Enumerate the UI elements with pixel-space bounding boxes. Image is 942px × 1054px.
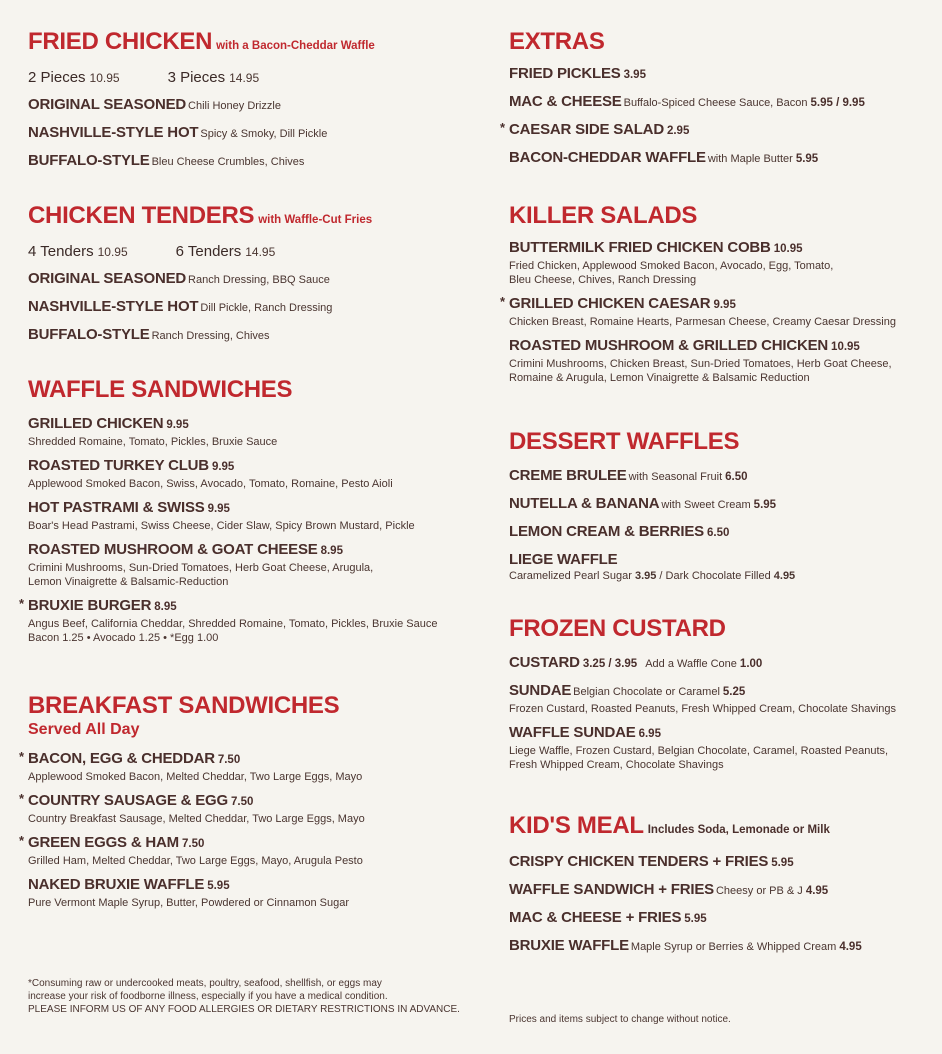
asterisk-mark: *	[500, 294, 506, 309]
size-options: 4 Tenders 10.95 6 Tenders 14.95	[28, 243, 276, 260]
menu-item: * GREEN EGGS & HAM 7.50 Grilled Ham, Melted Cheddar, Two Large Eggs, Mayo, Arugula Pesto	[19, 833, 363, 867]
menu-item: * COUNTRY SAUSAGE & EGG 7.50 Country Breakfast Sausage, Melted Cheddar, Two Large Eggs, Mayo	[19, 791, 365, 825]
menu-item: ROASTED TURKEY CLUB 9.95 Applewood Smoked Bacon, Swiss, Avocado, Tomato, Romaine, Pesto Aioli	[28, 457, 393, 490]
menu-item: CRISPY CHICKEN TENDERS + FRIES 5.95	[509, 853, 794, 870]
menu-item: * GRILLED CHICKEN CAESAR 9.95 Chicken Breast, Romaine Hearts, Parmesan Cheese, Creamy Caesar Dressing	[500, 294, 896, 328]
kids-meal-section	[509, 812, 924, 957]
menu-item: ORIGINAL SEASONED Chili Honey Drizzle	[28, 96, 281, 113]
allergy-footnote: *Consuming raw or undercooked meats, poultry, seafood, shellfish, or eggs may increase your risk of foodborne illness, especially if you have a medical condition. PLEASE INFORM US OF ANY FOOD ALLERGIES OR DIETARY RESTRICTIONS IN ADVANCE.	[28, 978, 460, 1015]
menu-item: WAFFLE SUNDAE 6.95 Liege Waffle, Frozen Custard, Belgian Chocolate, Caramel, Roasted Peanuts, Fresh Whipped Cream, Chocolate Shavings	[509, 724, 889, 771]
asterisk-mark: *	[500, 120, 506, 135]
frozen-custard-section	[509, 615, 924, 772]
menu-item: HOT PASTRAMI & SWISS 9.95 Boar's Head Pastrami, Swiss Cheese, Cider Slaw, Spicy Brown Mustard, Pickle	[28, 499, 415, 532]
section-subtitle: Includes Soda, Lemonade or Milk	[647, 824, 830, 836]
extras-section	[500, 28, 924, 169]
menu-item: ORIGINAL SEASONED Ranch Dressing, BBQ Sauce	[28, 270, 330, 287]
menu-item: FRIED PICKLES 3.95	[509, 65, 646, 82]
menu-item: * CAESAR SIDE SALAD 2.95	[500, 120, 690, 138]
section-title: DESSERT WAFFLES	[509, 428, 740, 455]
menu-item: MAC & CHEESE + FRIES 5.95	[509, 909, 707, 926]
menu-item: BRUXIE WAFFLE Maple Syrup or Berries & Whipped Cream 4.95	[509, 937, 862, 954]
section-title: FROZEN CUSTARD	[509, 615, 726, 642]
fried-chicken-section	[28, 28, 468, 172]
waffle-sandwiches-section	[19, 376, 468, 645]
menu-item: NASHVILLE-STYLE HOT Spicy & Smoky, Dill Pickle	[28, 124, 328, 141]
menu-item: BACON-CHEDDAR WAFFLE with Maple Butter 5.95	[509, 149, 819, 166]
menu-item: BUTTERMILK FRIED CHICKEN COBB 10.95 Fried Chicken, Applewood Smoked Bacon, Avocado, Egg, Tomato, Bleu Cheese, Chives, Ranch Dressing	[509, 239, 834, 286]
menu-item: ROASTED MUSHROOM & GRILLED CHICKEN 10.95 Crimini Mushrooms, Chicken Breast, Sun-Dried Tomatoes, Herb Goat Cheese, Romaine & Arugula, Lemon Vinaigrette & Balsamic Reduction	[509, 337, 892, 384]
menu-item: ROASTED MUSHROOM & GOAT CHEESE 8.95 Crimini Mushrooms, Sun-Dried Tomatoes, Herb Goat Cheese, Arugula, Lemon Vinaigrette & Balsamic-Reduction	[28, 541, 374, 588]
section-title: BREAKFAST SANDWICHES	[28, 692, 340, 719]
menu-item: CREME BRULEE with Seasonal Fruit 6.50	[509, 467, 748, 484]
menu-item: * BACON, EGG & CHEDDAR 7.50 Applewood Smoked Bacon, Melted Cheddar, Two Large Eggs, Mayo	[19, 749, 363, 783]
asterisk-mark: *	[19, 749, 25, 764]
menu-item: BUFFALO-STYLE Ranch Dressing, Chives	[28, 326, 270, 343]
menu-item: CUSTARD 3.25 / 3.95 Add a Waffle Cone 1.00	[509, 654, 763, 671]
section-title: WAFFLE SANDWICHES	[28, 376, 293, 403]
section-subtitle: Served All Day	[28, 721, 140, 738]
menu-item: GRILLED CHICKEN 9.95 Shredded Romaine, Tomato, Pickles, Bruxie Sauce	[28, 415, 278, 448]
menu-item: LIEGE WAFFLE Caramelized Pearl Sugar 3.95 / Dark Chocolate Filled 4.95	[509, 551, 796, 582]
section-title: KILLER SALADS	[509, 202, 698, 229]
section-title: KID'S MEAL Includes Soda, Lemonade or Milk	[509, 812, 830, 839]
menu-item: LEMON CREAM & BERRIES 6.50	[509, 523, 730, 540]
section-title: FRIED CHICKEN with a Bacon-Cheddar Waffle	[28, 28, 375, 55]
asterisk-mark: *	[19, 596, 25, 611]
asterisk-mark: *	[19, 833, 25, 848]
section-subtitle: with Waffle-Cut Fries	[258, 214, 373, 226]
menu-item: BUFFALO-STYLE Bleu Cheese Crumbles, Chives	[28, 152, 305, 169]
size-options: 2 Pieces 10.95 3 Pieces 14.95	[28, 69, 260, 86]
price-disclaimer: Prices and items subject to change without notice.	[509, 1014, 731, 1025]
menu-item: WAFFLE SANDWICH + FRIES Cheesy or PB & J 4.95	[509, 881, 829, 898]
dessert-waffles-section	[509, 428, 924, 583]
section-title: EXTRAS	[509, 28, 605, 55]
menu-item: NUTELLA & BANANA with Sweet Cream 5.95	[509, 495, 777, 512]
menu-item: NASHVILLE-STYLE HOT Dill Pickle, Ranch Dressing	[28, 298, 333, 315]
menu-item: SUNDAE Belgian Chocolate or Caramel 5.25 Frozen Custard, Roasted Peanuts, Fresh Whipped Cream, Chocolate Shavings	[509, 682, 897, 715]
menu-item: * BRUXIE BURGER 8.95 Angus Beef, California Cheddar, Shredded Romaine, Tomato, Pickles, Bruxie Sauce Bacon 1.25 • Avocado 1.25 • *Egg 1.00	[19, 596, 438, 644]
chicken-tenders-section	[28, 202, 468, 346]
menu-item: MAC & CHEESE Buffalo-Spiced Cheese Sauce, Bacon 5.95 / 9.95	[509, 93, 865, 110]
section-title: CHICKEN TENDERS with Waffle-Cut Fries	[28, 202, 373, 229]
salads-section	[500, 202, 924, 385]
asterisk-mark: *	[19, 791, 25, 806]
breakfast-sandwiches-section	[19, 692, 468, 910]
section-subtitle: with a Bacon-Cheddar Waffle	[216, 40, 375, 52]
menu-item: NAKED BRUXIE WAFFLE 5.95 Pure Vermont Maple Syrup, Butter, Powdered or Cinnamon Sugar	[28, 876, 350, 909]
